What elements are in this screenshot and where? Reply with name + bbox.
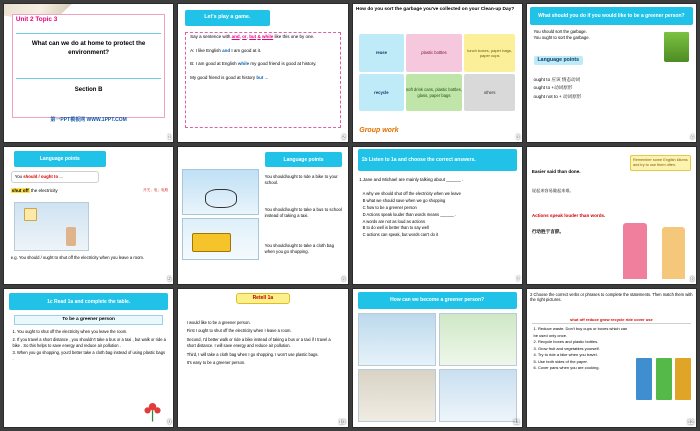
slide-thumbnail-5[interactable] (3, 146, 174, 286)
slide-thumbnail-8[interactable] (526, 146, 697, 286)
bike-photo (182, 169, 260, 216)
pattern-3: ought not to + 动词原形 (533, 94, 582, 100)
pattern-bubble (11, 171, 99, 182)
instruction-part-1: Say a sentence with (190, 34, 231, 40)
retell-para-1: I would like to be a greener person. (186, 319, 251, 325)
sentence-1: You should/ought to ride a bike to your school. (264, 174, 338, 186)
slide-thumbnail-11[interactable] (352, 288, 523, 428)
question-1: 1.Jane and Michael are mainly talking about ______ . (359, 176, 464, 182)
example-c-rest: ... (264, 74, 269, 80)
slide-1-frame (12, 14, 164, 119)
divider-bottom (16, 78, 162, 79)
lamp-icon (24, 208, 37, 220)
proverb-1-translation: 说起来容易做起来难。 (531, 187, 574, 193)
bubble-subject: You (14, 174, 23, 180)
retell-badge: Retell 1a (236, 293, 290, 303)
bins-illustration (635, 325, 693, 416)
cell-others: others (464, 74, 515, 112)
example-c-keyword: but (256, 74, 264, 80)
slide-2-body: Say a sentence with and, or, but & while like this one by one. A: I like English and I am good at it. B: I am good at English while my good friend is good at history. My good friend is good at history but ... (190, 34, 317, 80)
retell-para-2: First I ought to shut off the electricity when I leave a room. (186, 328, 292, 334)
pattern-2: ought to +动词原形 (533, 85, 573, 91)
slide-4-title: What should you do if you would like to be a greener person? (530, 7, 693, 25)
example-sentence: e.g. You should / ought to shut off the electricity when you leave a room. (10, 255, 145, 261)
bin-yellow (675, 358, 691, 400)
slide-6-canvas (178, 147, 347, 285)
slide-thumbnail-3[interactable] (352, 3, 523, 143)
slide-4-patterns (534, 76, 690, 102)
answer-options (363, 191, 515, 240)
keyword-while: while (261, 34, 274, 40)
keyword-or: or (242, 34, 247, 40)
slide-4-canvas (527, 4, 696, 142)
statement-list (534, 326, 632, 371)
slide-3-question: How do you sort the garbage you've collected on your Clean-up Day? (355, 6, 515, 12)
slide-thumbnail-9[interactable] (3, 288, 174, 428)
page-number: 5 (167, 277, 172, 284)
gloss-note: 开关；电；电路 (143, 187, 169, 192)
table-header: To be a greener person (14, 315, 163, 325)
statement-3: 3. Grow fruit and vegetables yourself. (533, 345, 600, 351)
option-1a[interactable]: A why we should shut off the electricity when we leave (362, 190, 461, 196)
option-2b[interactable]: B to do well is better than to say well (362, 225, 429, 231)
example-a: A: I like English (190, 47, 221, 53)
table-rows (12, 329, 166, 363)
bus-icon (192, 233, 231, 252)
section-label: Section B (74, 86, 103, 93)
page-number: 1 (167, 134, 172, 141)
page-number: 8 (690, 277, 694, 284)
divider-top (16, 33, 162, 34)
keyword-but: but (249, 34, 257, 40)
sticky-note: Remember some English idioms and try to use them often. (630, 155, 691, 171)
slide-thumbnail-7[interactable] (352, 146, 523, 286)
bin-green (656, 358, 672, 400)
example-b-rest: my good friend is good at history. (250, 61, 317, 67)
proverb-1: Easier said than done. (531, 168, 581, 174)
example-b: B: I am good at English (190, 61, 237, 67)
slide-thumbnail-12[interactable] (526, 288, 697, 428)
sorting-table (359, 34, 515, 111)
slide-5-canvas (4, 147, 173, 285)
sentence-2: You should/ought to take a bus to school instead of taking a taxi. (264, 207, 342, 219)
retell-para-4: Third, I will take a cloth bag when I go shopping. I won't use plastic bags. (186, 351, 319, 357)
group-work-label: Group work (359, 127, 399, 135)
retell-text (187, 320, 341, 369)
recycle-bin-illustration (664, 32, 689, 62)
page-number: 6 (342, 277, 346, 284)
label-reuse: reuse (359, 34, 403, 72)
example-a-keyword: and (222, 47, 231, 53)
page-number: 12 (687, 420, 694, 426)
sentence-3: You should/ought to take a cloth bag when you go shopping. (264, 243, 334, 255)
pattern-1: ought to 应该 情态动词 (533, 76, 581, 82)
slide-9-canvas (4, 289, 173, 427)
language-points-badge: Language points (534, 56, 584, 65)
student-girl-figure (623, 223, 647, 279)
retell-para-5: It's easy to be a greener person. (186, 360, 246, 366)
option-2a[interactable]: A words are not as loud as actions (362, 218, 425, 224)
footer-credit: 第一PPT模板网 WWW.1PPT.COM (50, 116, 127, 123)
cell-cans-bottles: soft drink cans, plastic bottles, glass, paper bags (406, 74, 463, 112)
room-illustration (14, 202, 88, 252)
slide-thumbnail-6[interactable] (177, 146, 348, 286)
proverb-2-translation: 行动胜于言辞。 (531, 229, 564, 235)
slide-12-instruction: 2 Choose the correct verbs or phrases to complete the statements. Then match them with the right pictures. (530, 292, 693, 303)
photo-grid (358, 313, 517, 422)
answer-ought-to: You ought to sort the garbage. (533, 35, 590, 41)
slide-5-title: Language points (14, 151, 105, 168)
page-number: 11 (513, 420, 520, 426)
table-row: 2. If you travel a short distance , you shouldn't take a bus or a taxi , but walk or ride a bike . So this helps to save energy and reduce air pollution . (12, 336, 166, 348)
bubble-modal: should / ought to (23, 174, 59, 180)
slide-3-canvas (353, 4, 522, 142)
page-number: 2 (342, 134, 346, 141)
cell-lunch-boxes: lunch boxes, paper bags, paper cups (464, 34, 515, 72)
slide-12-canvas (527, 289, 696, 427)
slide-8-canvas (527, 147, 696, 285)
option-1b[interactable]: B what we should save when we go shopping (362, 197, 446, 203)
word-bank: shut off reduce grow recycle ride cover use (532, 317, 691, 324)
slide-7-canvas (353, 147, 522, 285)
person-figure (66, 227, 76, 247)
phrase-rest: the electricity (30, 187, 58, 193)
example-b-keyword: while (237, 61, 250, 67)
page-number: 10 (338, 420, 346, 426)
option-1c[interactable]: C how to be a greener person (362, 204, 417, 210)
photo-2 (439, 313, 517, 366)
students-illustration (622, 216, 690, 279)
question-2: D Actions speak louder than words means ______ . (362, 211, 457, 217)
option-2c[interactable]: C actions can speak, but words can't do it (362, 232, 439, 238)
example-c: My good friend is good at history (190, 74, 256, 80)
bus-photo (182, 218, 260, 259)
answer-should: You should sort the garbage. (533, 28, 587, 34)
keyword-amp: & (257, 34, 261, 40)
highlight-phrase (11, 188, 58, 194)
phrase-shut-off: shut off (11, 187, 29, 193)
proverb-2: Actions speak louder than words. (531, 212, 606, 218)
statement-1: 1. Reduce waste. Don't buy cups or boxes which can be used only once. (533, 326, 628, 338)
keyword-and: and (231, 34, 240, 40)
photo-1 (358, 313, 436, 366)
statement-4: 4. Try to ride a bike when you travel. (533, 352, 598, 358)
statement-6: 6. Cover pans when you are cooking. (533, 365, 600, 371)
slide-thumbnail-1[interactable] (3, 3, 174, 143)
slide-thumbnail-10[interactable] (177, 288, 348, 428)
statement-5: 5. Use both sides of the paper. (533, 358, 588, 364)
slide-9-title: 1c Read 1a and complete the table. (9, 293, 168, 310)
retell-para-3: Second, I'd better walk or ride a bike instead of taking a bus or a taxi if I travel a short distance. I will save energy and reduce air pollution. (186, 336, 331, 349)
slide-11-canvas (353, 289, 522, 427)
student-boy-figure (662, 227, 685, 279)
table-row: 1. You ought to shut off the electricity when you leave the room. (12, 329, 128, 335)
slide-thumbnail-4[interactable] (526, 3, 697, 143)
bubble-rest: ... (59, 174, 63, 180)
example-a-rest: I am good at it. (231, 47, 262, 53)
table-row: 3. When you go shopping, you'd better take a cloth bag instead of using plastic bags . (12, 350, 166, 361)
page-number: 4 (690, 134, 694, 141)
slide-4-answers (534, 29, 659, 42)
slide-1-canvas (4, 4, 173, 142)
label-recycle: recycle (359, 74, 403, 112)
slide-6-title: Language points (265, 152, 343, 167)
cell-plastic-bottles: plastic bottles (406, 34, 463, 72)
slide-2-title: Let's play a game. (185, 10, 270, 27)
slide-11-title: How can we become a greener person? (358, 292, 517, 309)
photo-4 (439, 369, 517, 422)
statement-2: 2. Recycle boxes and plastic bottles. (533, 339, 599, 345)
unit-label: Unit 2 Topic 3 (15, 16, 58, 24)
page-number: 7 (516, 277, 520, 284)
photo-3 (358, 369, 436, 422)
slide-10-canvas (178, 289, 347, 427)
bicycle-icon (205, 189, 237, 208)
slide-7-title: 1b Listen to 1a and choose the correct answers. (358, 149, 517, 171)
flower-icon (139, 398, 166, 423)
page-number: 9 (167, 420, 172, 426)
page-title: What can we do at home to protect the environment? (31, 39, 146, 56)
slide-thumbnail-2[interactable] (177, 3, 348, 143)
bin-blue (636, 358, 652, 400)
slide-2-canvas (178, 4, 347, 142)
page-number: 3 (516, 134, 520, 141)
instruction-part-2: like this one by one. (274, 34, 315, 40)
